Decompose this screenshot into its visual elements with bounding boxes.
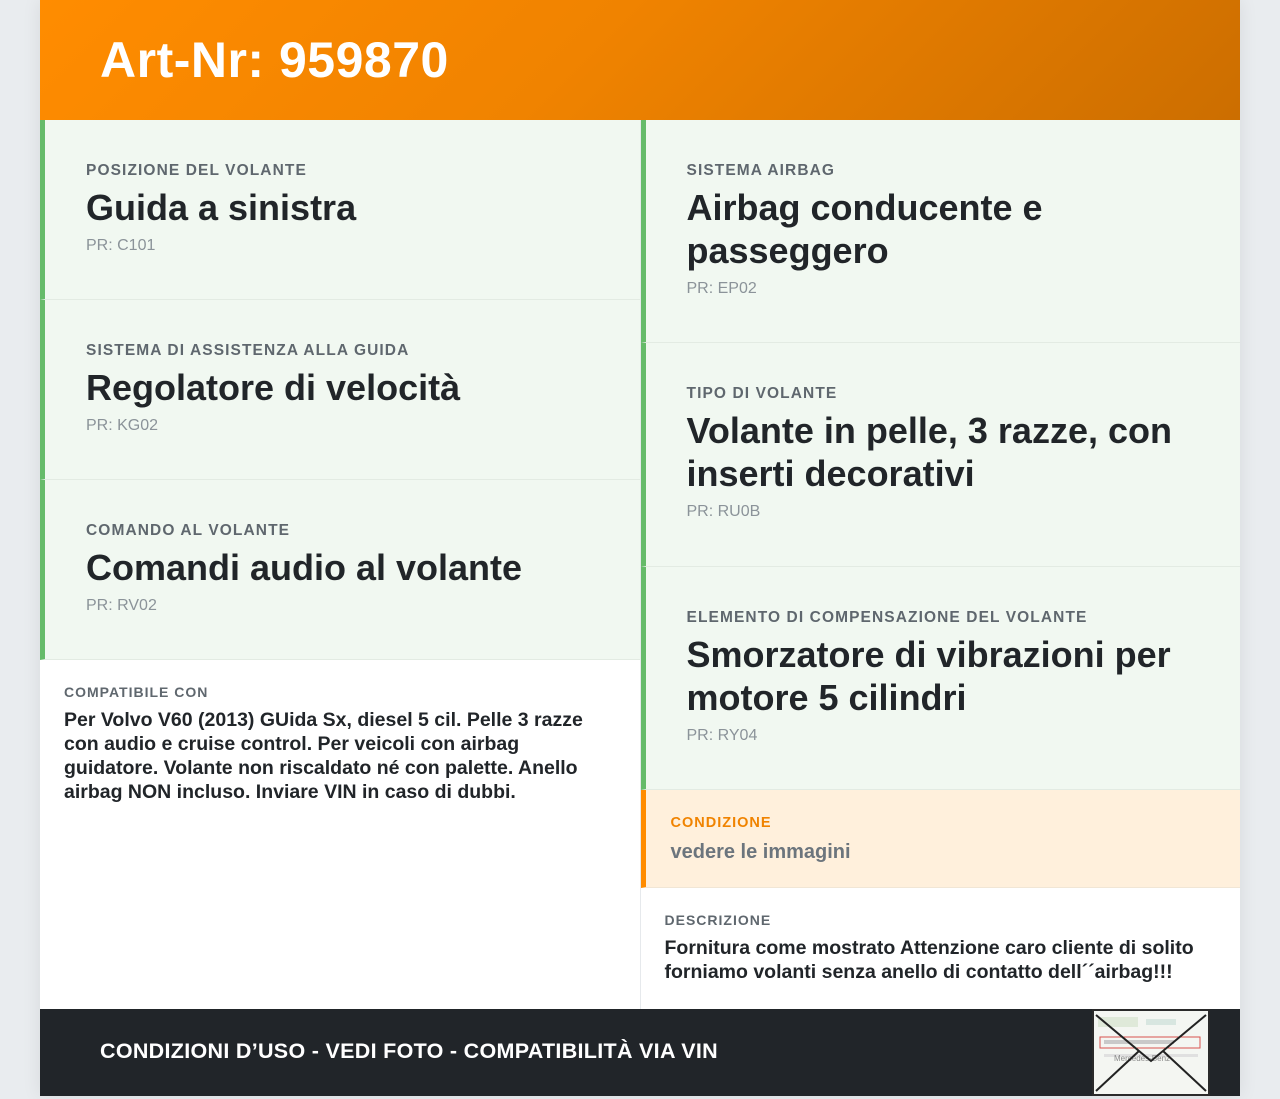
condition-text: vedere le immagini [670,841,851,863]
right-column [641,120,1241,1009]
thumbnail-text: Mercedes-Benz [1114,1054,1171,1063]
footer-bar [40,1009,1240,1096]
spec-label: SISTEMA AIRBAG [686,162,836,179]
article-number-title: Art-Nr: 959870 [100,32,449,88]
spec-value: Volante in pelle, 3 razze, con inserti decorativi [686,410,1172,494]
header-banner [40,0,1240,120]
spec-label: ELEMENTO DI COMPENSAZIONE DEL VOLANTE [686,609,1088,626]
spec-card-driver-assistance [40,300,640,480]
description-text: Fornitura come mostrato Attenzione caro cliente di solito forniamo volanti senza anello di contatto dell´´airbag!!! [664,937,1194,983]
spec-value: Guida a sinistra [86,187,357,228]
spec-label: POSIZIONE DEL VOLANTE [86,162,307,179]
spec-value: Regolatore di velocità [86,367,461,408]
footer-text: CONDIZIONI D’USO - VEDI FOTO - COMPATIBILITÀ VIA VIN [100,1039,718,1063]
spec-pr-code: PR: RV02 [86,597,157,614]
spec-pr-code: PR: RU0B [686,503,761,520]
spec-card-steering-wheel-type [641,343,1241,567]
envelope-icon [1094,1011,1208,1094]
description-section [641,888,1241,984]
product-sheet [40,0,1240,1096]
spec-card-steering-position [40,120,640,300]
compatibility-text: Per Volvo V60 (2013) GUida Sx, diesel 5 cil. Pelle 3 razze con audio e cruise control. Per veicoli con airbag guidatore. Volante non riscaldato né con palette. Anello airbag NON incluso. Inviare VIN in caso di dubbi. [64,709,583,803]
condition-section [641,790,1241,888]
spec-pr-code: PR: C101 [86,237,156,254]
spec-pr-code: PR: RY04 [686,727,758,744]
document-thumbnail[interactable] [1092,1009,1210,1096]
spec-card-vibration-damper [641,567,1241,790]
spec-label: SISTEMA DI ASSISTENZA ALLA GUIDA [86,342,410,359]
spec-label: TIPO DI VOLANTE [686,385,838,402]
description-label: DESCRIZIONE [664,912,772,928]
condition-label: CONDIZIONE [670,815,772,831]
spec-pr-code: PR: EP02 [686,280,757,297]
spec-value: Comandi audio al volante [86,547,523,588]
compatibility-label: COMPATIBILE CON [64,684,209,700]
spec-grid [40,120,1240,1009]
compatibility-section [40,660,640,804]
spec-card-steering-controls [40,480,640,660]
spec-pr-code: PR: KG02 [86,417,159,434]
spec-label: COMANDO AL VOLANTE [86,522,291,539]
spec-card-airbag-system [641,120,1241,343]
left-column [40,120,641,1009]
spec-value: Airbag conducente e passeggero [686,187,1043,271]
spec-value: Smorzatore di vibrazioni per motore 5 cilindri [686,634,1171,718]
